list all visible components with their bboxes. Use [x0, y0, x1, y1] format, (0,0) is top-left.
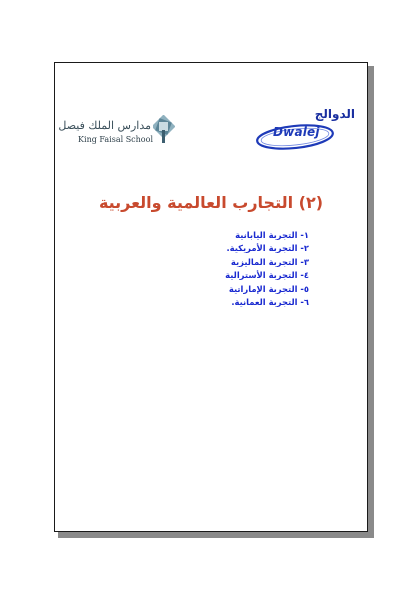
king-faisal-school-logo [58, 115, 175, 157]
list-item: ٢- التجربة الأمريكية. [226, 243, 309, 254]
king-faisal-english-name: King Faisal School [78, 135, 153, 144]
dwalej-arabic-name: الدوالج [314, 107, 355, 121]
list-item: ٤- التجربة الأسترالية [225, 270, 309, 281]
dwalej-logo [251, 107, 355, 153]
king-faisal-arabic-name: مدارس الملك فيصل [58, 119, 151, 132]
page-title: (٢) التجارب العالمية والعربية [98, 193, 324, 212]
list-item: ٣- التجربة الماليزية [230, 256, 309, 267]
document-page [54, 62, 368, 532]
list-item: ١- التجربة اليابانية [235, 230, 309, 240]
list-item: ٥- التجربة الإماراتية [228, 283, 309, 294]
list-item: ٦- التجربة العمانية. [231, 297, 309, 308]
star-emblem-icon [153, 115, 175, 145]
dwalej-english-name: Dwalej [273, 125, 320, 139]
toc-list [149, 229, 309, 309]
